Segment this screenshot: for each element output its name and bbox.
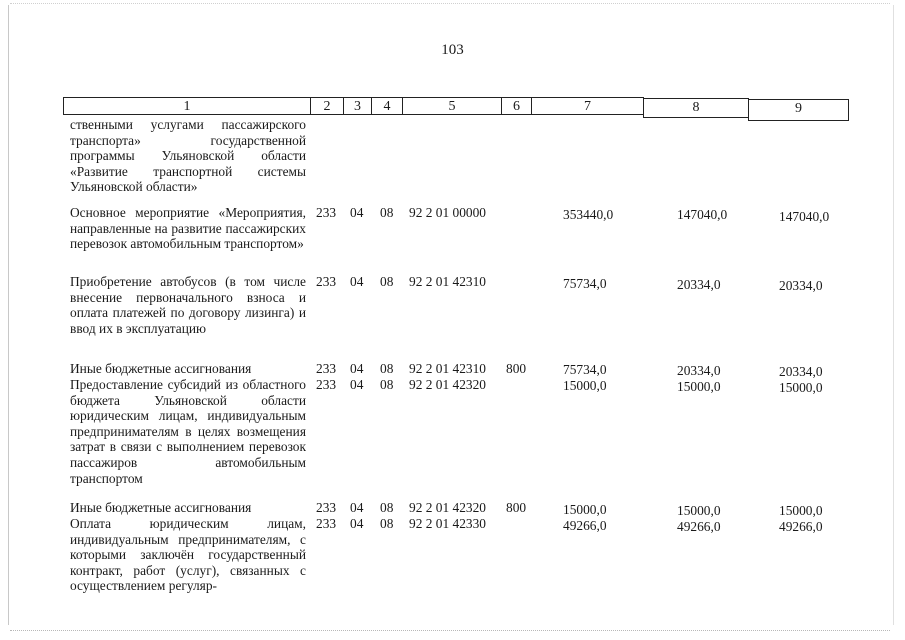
row-expense-type: 800 — [506, 500, 527, 515]
row-value-7: 49266,0 — [563, 518, 607, 533]
header-col-8: 8 — [643, 98, 749, 118]
row-description: ственными услугами пассажирского транспорта» государственной программы Ульяновской области «Развитие транспортной системы Ульяновской области» — [70, 117, 306, 195]
row-subsection: 08 — [380, 361, 394, 376]
scan-edge-bottom — [10, 630, 890, 632]
row-subsection: 08 — [380, 377, 394, 392]
row-value-8: 147040,0 — [677, 207, 728, 222]
row-value-7: 15000,0 — [563, 502, 607, 517]
row-value-7: 75734,0 — [563, 276, 607, 291]
row-section: 04 — [350, 361, 364, 376]
header-col-3: 3 — [343, 97, 372, 115]
row-section: 04 — [350, 377, 364, 392]
header-col-9: 9 — [748, 99, 849, 121]
row-value-9: 20334,0 — [779, 278, 823, 293]
row-description: Основное мероприятие «Мероприятия, направленные на развитие пассажирских перевозок автомобильным транспортом» — [70, 205, 306, 252]
row-description: Оплата юридическим лицам, индивидуальным предпринимателям, с которыми заключён государственный контракт, работ (услуг), связанных с осуществлением регуляр- — [70, 516, 306, 594]
row-value-9: 49266,0 — [779, 519, 823, 534]
row-value-8: 20334,0 — [677, 363, 721, 378]
scan-edge-right — [893, 5, 894, 625]
row-target-code: 92 2 01 42320 — [409, 500, 486, 515]
row-target-code: 92 2 01 42310 — [409, 274, 486, 289]
row-target-code: 92 2 01 42310 — [409, 361, 486, 376]
page-number: 103 — [441, 42, 464, 58]
row-value-7: 353440,0 — [563, 207, 614, 222]
row-section: 04 — [350, 274, 364, 289]
row-value-9: 20334,0 — [779, 364, 823, 379]
scan-edge-top — [10, 3, 890, 5]
row-value-9: 15000,0 — [779, 503, 823, 518]
row-description: Иные бюджетные ассигнования — [70, 361, 252, 376]
row-value-7: 75734,0 — [563, 362, 607, 377]
row-target-code: 92 2 01 42320 — [409, 377, 486, 392]
row-target-code: 92 2 01 00000 — [409, 205, 486, 220]
row-admin-code: 233 — [316, 500, 337, 515]
row-description: Предоставление субсидий из областного бюджета Ульяновской области юридическим лицам, индивидуальным предпринимателям в целях возмещения затрат в связи с выполнением перевозок пассажиров автомобильным транспортом — [70, 377, 306, 486]
row-description: Приобретение автобусов (в том числе внесение первоначального взноса и оплата платежей по договору лизинга) и ввод их в эксплуатацию — [70, 274, 306, 336]
header-col-4: 4 — [371, 97, 403, 115]
header-col-2: 2 — [310, 97, 344, 115]
row-expense-type: 800 — [506, 361, 527, 376]
header-col-1: 1 — [63, 97, 311, 115]
row-subsection: 08 — [380, 516, 394, 531]
header-col-7: 7 — [531, 97, 644, 115]
row-value-9: 15000,0 — [779, 380, 823, 395]
row-subsection: 08 — [380, 500, 394, 515]
row-admin-code: 233 — [316, 361, 337, 376]
row-value-8: 15000,0 — [677, 379, 721, 394]
row-admin-code: 233 — [316, 274, 337, 289]
header-col-6: 6 — [501, 97, 532, 115]
row-target-code: 92 2 01 42330 — [409, 516, 486, 531]
header-col-5: 5 — [402, 97, 502, 115]
row-admin-code: 233 — [316, 205, 337, 220]
row-value-9: 147040,0 — [779, 209, 830, 224]
row-subsection: 08 — [380, 274, 394, 289]
row-value-8: 20334,0 — [677, 277, 721, 292]
row-description: Иные бюджетные ассигнования — [70, 500, 252, 515]
row-value-8: 49266,0 — [677, 519, 721, 534]
row-subsection: 08 — [380, 205, 394, 220]
row-value-8: 15000,0 — [677, 503, 721, 518]
row-section: 04 — [350, 500, 364, 515]
row-value-7: 15000,0 — [563, 378, 607, 393]
row-section: 04 — [350, 516, 364, 531]
scan-edge-left — [8, 5, 9, 625]
row-section: 04 — [350, 205, 364, 220]
row-admin-code: 233 — [316, 377, 337, 392]
row-admin-code: 233 — [316, 516, 337, 531]
